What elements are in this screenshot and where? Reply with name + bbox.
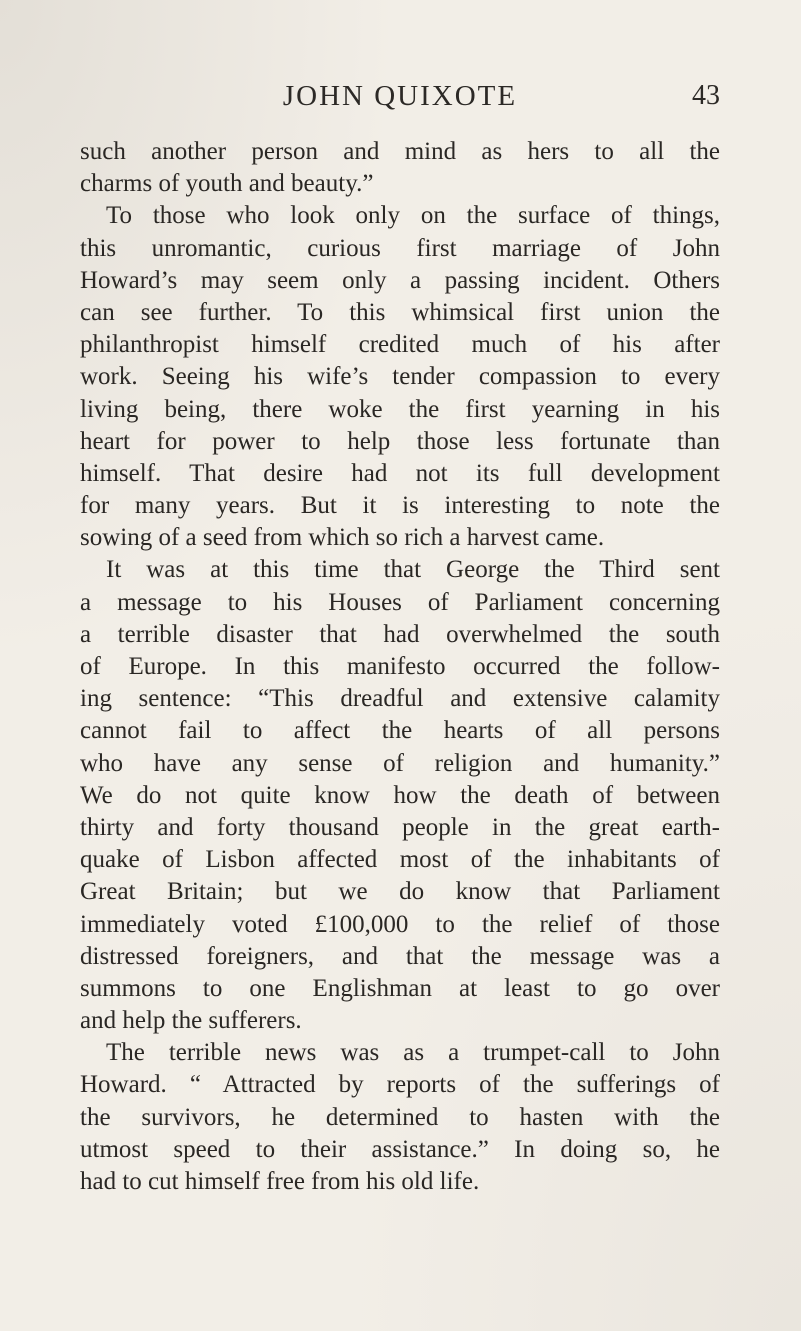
running-head bbox=[80, 76, 720, 116]
text-line: charms of youth and beauty.” bbox=[80, 170, 374, 198]
paragraph-start-line: To those who look only on the surface of things, bbox=[106, 202, 720, 230]
text-line: philanthropist himself credited much of his after bbox=[80, 331, 720, 359]
body-text bbox=[80, 136, 720, 1198]
text-line: this unromantic, curious first marriage of John bbox=[80, 234, 720, 262]
text-line: a terrible disaster that had overwhelmed the south bbox=[80, 620, 720, 648]
text-line: utmost speed to their assistance.” In doing so, he bbox=[80, 1135, 720, 1163]
text-line: Howard. “ Attracted by reports of the sufferings of bbox=[80, 1071, 720, 1099]
text-line: the survivors, he determined to hasten with the bbox=[80, 1103, 720, 1131]
page-number: 43 bbox=[692, 80, 720, 111]
text-line: for many years. But it is interesting to note the bbox=[80, 492, 720, 520]
text-line: and help the sufferers. bbox=[80, 1007, 302, 1035]
running-title: JOHN QUIXOTE bbox=[282, 80, 518, 112]
text-line: We do not quite know how the death of between bbox=[80, 781, 720, 809]
paragraph-start-line: It was at this time that George the Third sent bbox=[106, 556, 720, 584]
text-line: summons to one Englishman at least to go over bbox=[80, 974, 720, 1002]
text-line: work. Seeing his wife’s tender compassion to every bbox=[80, 363, 720, 391]
text-line: of Europe. In this manifesto occurred the follow- bbox=[80, 653, 720, 680]
text-line: had to cut himself free from his old life. bbox=[80, 1168, 480, 1195]
text-line: distressed foreigners, and that the message was a bbox=[80, 942, 720, 970]
text-line: a message to his Houses of Parliament concerning bbox=[80, 588, 720, 616]
text-line: who have any sense of religion and humanity.” bbox=[80, 749, 720, 777]
text-line: thirty and forty thousand people in the great earth- bbox=[80, 813, 720, 841]
text-line: Howard’s may seem only a passing incident. Others bbox=[80, 266, 720, 294]
text-line: such another person and mind as hers to all the bbox=[80, 138, 720, 165]
text-line: sowing of a seed from which so rich a harvest came. bbox=[80, 524, 605, 552]
text-line: quake of Lisbon affected most of the inhabitants of bbox=[80, 846, 720, 874]
text-line: immediately voted £100,000 to the relief of those bbox=[80, 910, 720, 938]
text-line: Great Britain; but we do know that Parliament bbox=[80, 878, 720, 906]
text-line: himself. That desire had not its full development bbox=[80, 459, 720, 487]
text-line: can see further. To this whimsical first union the bbox=[80, 298, 720, 326]
text-line: cannot fail to affect the hearts of all persons bbox=[80, 717, 720, 745]
text-line: ing sentence: “This dreadful and extensive calamity bbox=[80, 685, 720, 713]
text-line: living being, there woke the first yearning in his bbox=[80, 395, 720, 423]
paragraph-start-line: The terrible news was as a trumpet-call to John bbox=[106, 1039, 720, 1067]
text-line: heart for power to help those less fortunate than bbox=[80, 427, 720, 455]
